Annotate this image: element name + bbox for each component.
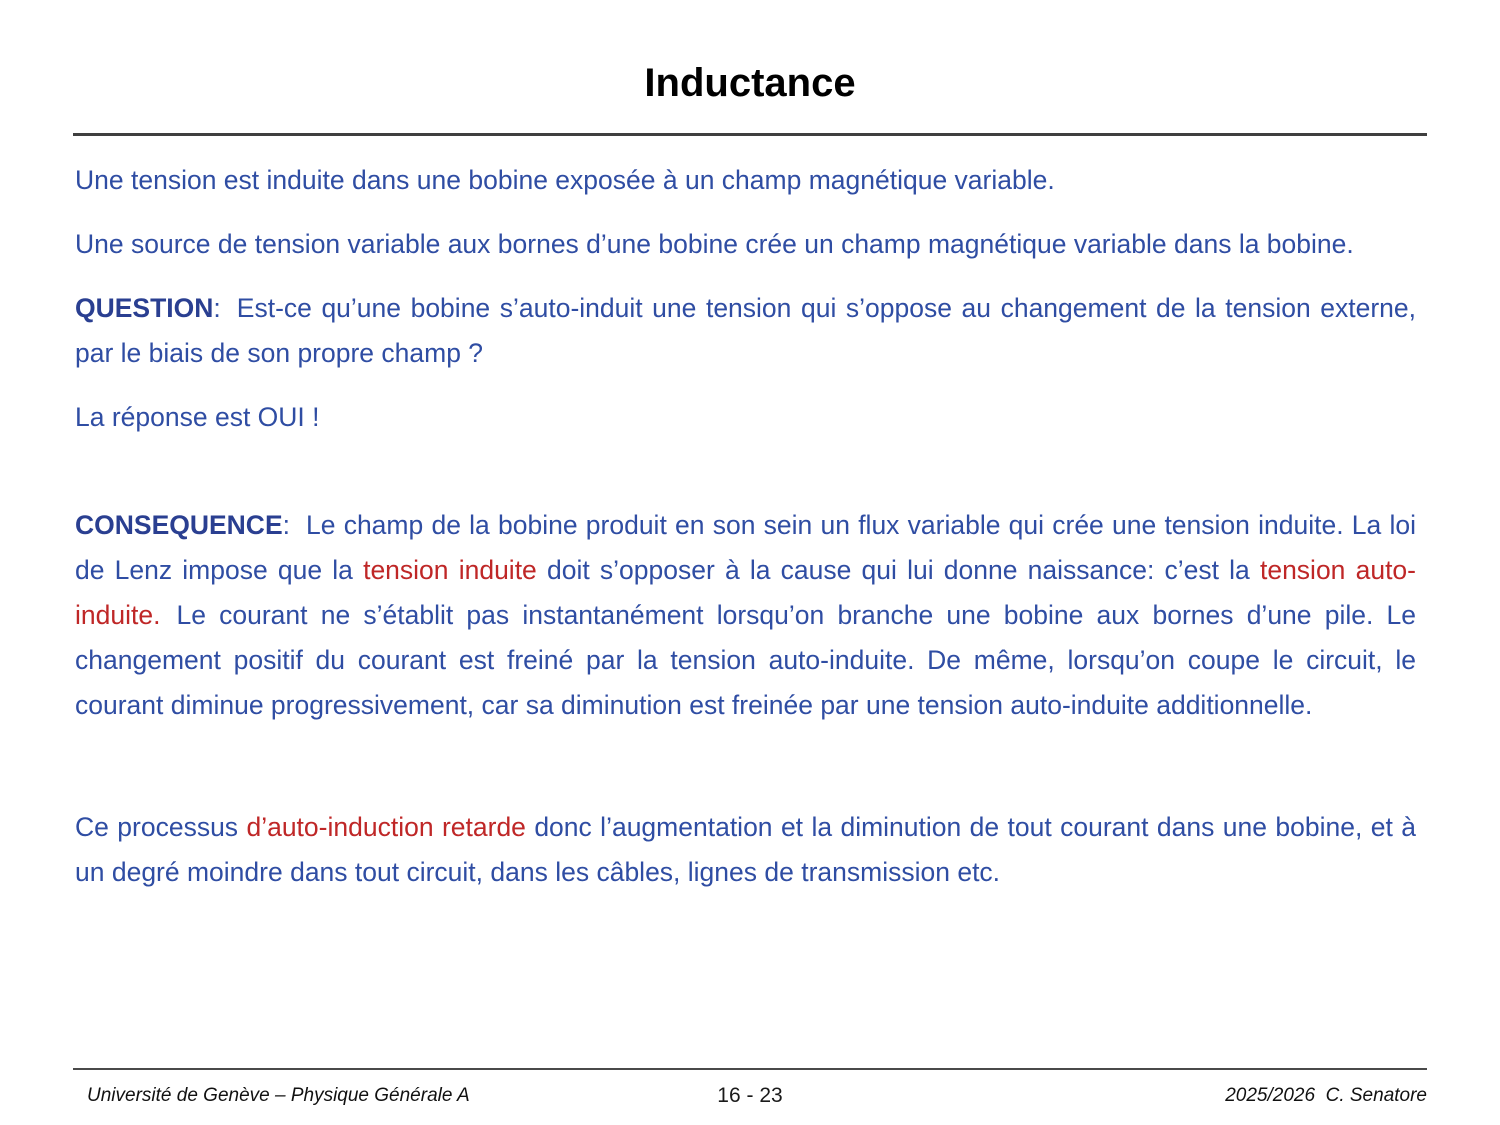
consequence-colon: : xyxy=(282,510,290,540)
consequence-text-3: Le courant ne s’établit pas instantanément lorsqu’on branche une bobine aux bornes d’une pile. Le changement positif du courant est freiné par la tension auto-induite. De même, lorsqu’on coupe le circuit, le courant diminue progressivement, car sa diminution est freinée par une tension auto-induite additionnelle. xyxy=(75,600,1416,720)
question-text: Est-ce qu’une bobine s’auto-induit une tension qui s’oppose au changement de la tension externe, par le biais de son propre champ ? xyxy=(75,293,1416,368)
final-text-1: Ce processus xyxy=(75,812,247,842)
consequence-lead-label: CONSEQUENCE xyxy=(75,510,283,540)
highlight-period: . xyxy=(153,600,161,630)
spacer-before-final xyxy=(75,747,1416,805)
highlight-auto-induction-retarde: d’auto-induction retarde xyxy=(246,812,526,842)
consequence-text-2: doit s’opposer à la cause qui lui donne naissance: c’est la xyxy=(536,555,1260,585)
paragraph-question xyxy=(75,286,1416,376)
footer xyxy=(73,1082,1427,1122)
title-block xyxy=(73,62,1427,104)
page-title: Inductance xyxy=(644,61,856,105)
paragraph-intro: Une tension est induite dans une bobine exposée à un champ magnétique variable. xyxy=(75,165,1055,195)
highlight-tension-auto-induite: tension auto-induite xyxy=(75,555,1416,630)
slide-body xyxy=(75,158,1416,914)
footer-divider xyxy=(73,1068,1427,1070)
footer-author: 2025/2026 C. Senatore xyxy=(1225,1085,1427,1106)
footer-institution: Université de Genève – Physique Générale A xyxy=(87,1085,470,1106)
question-lead-label: QUESTION xyxy=(75,293,214,323)
highlight-tension-induite: tension induite xyxy=(363,555,537,585)
paragraph-consequence xyxy=(75,503,1416,728)
title-divider xyxy=(73,133,1427,136)
paragraph-answer-oui: La réponse est OUI ! xyxy=(75,402,320,432)
page-number: 16 - 23 xyxy=(717,1084,783,1107)
consequence-text-1: Le champ de la bobine produit en son sein un flux variable qui crée une tension induite. La loi de Lenz impose que la xyxy=(75,510,1416,585)
paragraph-final xyxy=(75,805,1416,895)
question-colon: : xyxy=(213,293,221,323)
final-text-2: donc l’augmentation et la diminution de tout courant dans une bobine, et à un degré moindre dans tout circuit, dans les câbles, lignes de transmission etc. xyxy=(75,812,1416,887)
spacer-before-consequence xyxy=(75,459,1416,503)
paragraph-source-tension: Une source de tension variable aux bornes d’une bobine crée un champ magnétique variable dans la bobine. xyxy=(75,229,1354,259)
